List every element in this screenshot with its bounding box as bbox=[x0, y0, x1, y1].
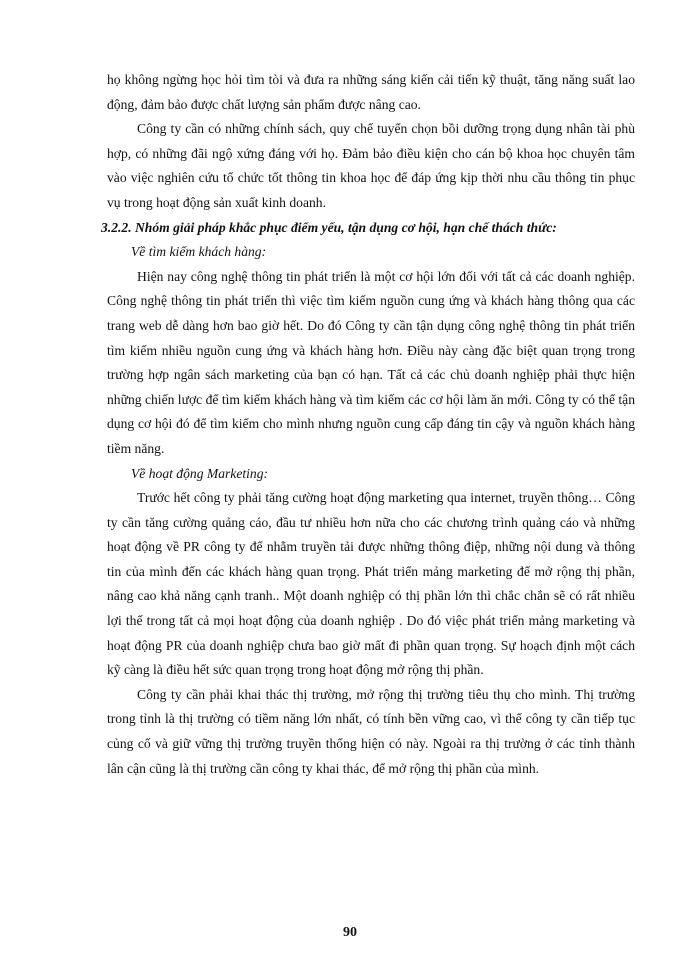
paragraph-continuation: họ không ngừng học hỏi tìm tòi và đưa ra những sáng kiến cải tiến kỹ thuật, tăng năng suất lao động, đảm bảo được chất lượng sản phẩm được nâng cao. bbox=[107, 72, 635, 112]
section-heading-3-2-2: 3.2.2. Nhóm giải pháp khắc phục điểm yếu, tận dụng cơ hội, hạn chế thách thức: bbox=[101, 219, 557, 235]
subheading-marketing: Về hoạt động Marketing: bbox=[131, 465, 269, 481]
subheading-customer-search: Về tìm kiếm khách hàng: bbox=[131, 244, 267, 260]
paragraph-marketing: Trước hết công ty phải tăng cường hoạt động marketing qua internet, truyền thông… Công ty cần tăng cường quảng cáo, đầu tư nhiều hơn nữa cho các chương trình quảng cáo và những hoạt động về PR công ty để nhằm truyền tải được những thông điệp, những nội dung và thông tin của mình đến các khách hàng quan trọng. Phát triển mảng marketing để mở rộng thị phần, nâng cao khả năng cạnh tranh.. Một doanh nghiệp có thị phần lớn thì chắc chắn sẽ có rất nhiều lợi thế trong tất cả mọi hoạt động của doanh nghiệp . Do đó việc phát triển mảng marketing và hoạt động PR của doanh nghiệp chưa bao giờ mất đi phần quan trọng. Sự hoạch định một cách kỹ càng là điều hết sức quan trọng trong hoạt động mở rộng thị phần. bbox=[107, 490, 635, 678]
paragraph-customer-search: Hiện nay công nghệ thông tin phát triển là một cơ hội lớn đối với tất cả các doanh nghiệp. Công nghệ thông tin phát triển thì việc tìm kiếm nguồn cung ứng và khách hàng thông qua các trang web dễ dàng hơn bao giờ hết. Do đó Công ty cần tận dụng công nghệ thông tin phát triển tìm kiếm nhiều nguồn cung ứng và khách hàng hơn. Điều này càng đặc biệt quan trọng trong trường hợp ngân sách marketing của bạn có hạn. Tất cả các chủ doanh nghiệp phải thực hiện những chiến lược để tìm kiếm khách hàng và tìm kiếm các cơ hội làm ăn mới. Công ty có thể tận dụng cơ hội đó để tìm kiếm cho mình nhưng nguồn cung cấp đáng tin cậy và nguồn khách hàng tiềm năng. bbox=[107, 268, 635, 456]
paragraph-market-expansion: Công ty cần phải khai thác thị trường, mở rộng thị trường tiêu thụ cho mình. Thị trường trong tỉnh là thị trường có tiềm năng lớn nhất, có tính bền vững cao, vì thế công ty cần tiếp tục củng cố và giữ vững thị trường truyền thống hiện có này. Ngoài ra thị trường ở các tỉnh thành lân cận cũng là thị trường cần công ty khai thác, để mở rộng thị phần của mình. bbox=[107, 686, 635, 776]
paragraph-hr-policy: Công ty cần có những chính sách, quy chế tuyển chọn bồi dưỡng trọng dụng nhân tài phù hợp, có những đãi ngộ xứng đáng với họ. Đảm bảo điều kiện cho cán bộ khoa học chuyên tâm vào việc nghiên cứu tổ chức tốt thông tin khoa học để đáp ứng kịp thời nhu cầu thông tin phục vụ trong hoạt động sản xuất kinh doanh. bbox=[107, 121, 635, 210]
page-number: 90 bbox=[343, 925, 357, 940]
page-body bbox=[101, 68, 635, 781]
